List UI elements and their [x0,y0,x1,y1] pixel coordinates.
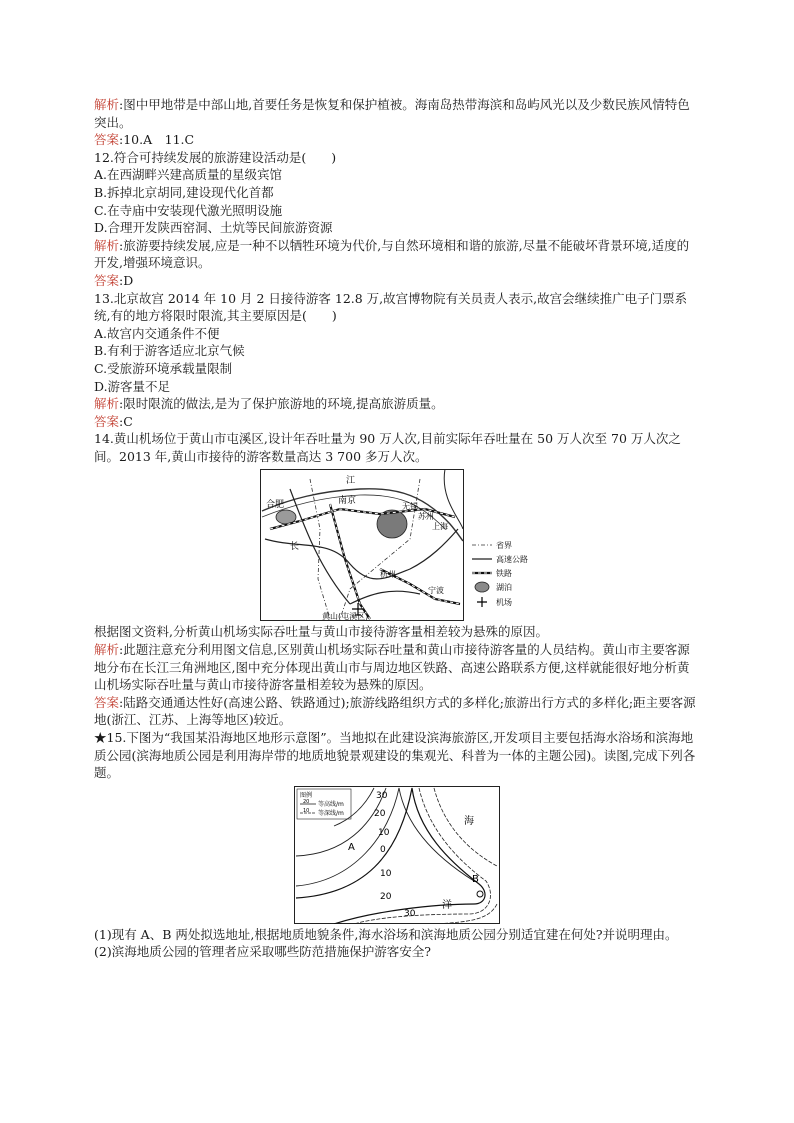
option: B.有利于游客适应北京气候 [94,343,245,359]
option: B.拆掉北京胡同,建设现代化首都 [94,184,274,200]
legend-label: 等高线/m [318,800,344,808]
map-label: 无锡 [402,502,418,512]
map-label: 长 [290,542,300,553]
contour-label: 30 [404,908,416,919]
legend-label: 机场 [496,598,512,608]
answer-14: 答案:陆路交通通达性好(高速公路、铁路通过);旅游线路组织方式的多样化;旅游出行方式的多样化;距主要客源地(浙江、江苏、上海等地区)较近。 [94,694,696,728]
contour-label: 0 [380,844,386,855]
legend-label: 省界 [496,541,512,551]
legend-label: 铁路 [496,569,512,579]
question-13-stem: 13.北京故宫 2014 年 10 月 2 日接待游客 12.8 万,故宫博物院有关员责人表示,故宫会继续推广电子门票系统,有的地方将限时限流,其主要原因是( ) [94,290,688,324]
legend-sample: 10 [303,807,310,814]
question-15-sub2: (2)滨海地质公园的管理者应采取哪些防范措施保护游客安全? [94,944,431,960]
yangtze-delta-map-svg [260,469,464,621]
map-label: 苏州 [418,512,434,522]
option: D.游客量不足 [94,378,171,394]
option: C.在寺庙中安装现代激光照明设施 [94,202,283,218]
map-label: 杭州 [380,570,396,580]
contour-label: 20 [380,891,392,902]
option: C.受旅游环境承载量限制 [94,360,233,376]
map-label: 黄山(屯溪区) [322,612,369,622]
answer-10-11: 答案:10.A 11.C [94,132,195,148]
question-14-task: 根据图文资料,分析黄山机场实际吞吐量与黄山市接待游客量相差较为悬殊的原因。 [94,624,548,640]
contour-label: 10 [378,827,390,838]
answer-label: 答案 [94,694,120,710]
option: A.故宫内交通条件不便 [94,325,220,341]
answer-label: 答案 [94,132,120,148]
yangtze-delta-map [260,469,528,622]
option: D.合理开发陕西窑洞、土炕等民间旅游资源 [94,220,333,236]
map-label: 上海 [432,522,448,532]
coastal-terrain-map [294,786,500,924]
answer-label: 答案 [94,413,120,429]
question-15-stem: ★15.下图为“我国某沿海地区地形示意图”。当地拟在此建设滨海旅游区,开发项目主要包括海水浴场和滨海地质公园(滨海地质公园是利用海岸带的地质地貌景观建设的集观光、科普为一体的主题公园)。读图,完成下列各题。 [94,730,696,781]
answer-13: 答案:C [94,413,133,429]
map-legend [470,537,540,617]
analysis-label: 解析 [94,642,120,658]
analysis-label: 解析 [94,237,120,253]
map-label: 合肥 [266,500,285,511]
coastal-terrain-map-svg [294,786,500,924]
point-label: B [472,873,479,885]
analysis-14: 解析:此题注意充分利用图文信息,区别黄山机场实际吞吐量和黄山市接待游客量的人员结构。黄山市主要客源地分布在长江三角洲地区,图中充分体现出黄山市与周边地区铁路、高速公路联系方便,这样就能很好地分析黄山机场实际吞吐量与黄山市接待游客量相差较为悬殊的原因。 [94,642,690,693]
question-12-stem: 12.符合可持续发展的旅游建设活动是( ) [94,149,337,165]
analysis-10-11: 解析:图中甲地带是中部山地,首要任务是恢复和保护植被。海南岛热带海滨和岛屿风光以及少数民族风情特色突出。 [94,97,690,130]
point-label: A [348,841,355,853]
answer-label: 答案 [94,272,120,288]
star-icon: ★ [94,730,107,746]
answer-12: 答案:D [94,272,134,288]
analysis-13: 解析:限时限流的做法,是为了保护旅游地的环境,提高旅游质量。 [94,396,444,412]
map-label: 南京 [338,496,357,507]
analysis-12: 解析:旅游要持续发展,应是一种不以牺牲环境为代价,与自然环境相和谐的旅游,尽量不能破坏背景环境,适度的开发,增强环境意识。 [94,237,690,271]
legend-title: 图例 [300,791,313,799]
legend-label: 湖泊 [496,583,512,593]
sea-label: 洋 [442,899,452,911]
contour-label: 30 [376,790,388,801]
question-14-stem: 14.黄山机场位于黄山市屯溪区,设计年吞吐量为 90 万人次,目前实际年吞吐量在 50 万人次至 70 万人次之间。2013 年,黄山市接待的游客数量高达 3 700 多万人次。 [94,431,681,464]
legend-label: 等深线/m [318,809,344,817]
legend-sample: 20 [303,798,310,805]
sea-label: 海 [464,815,474,827]
contour-label: 10 [380,868,392,879]
legend-label: 高速公路 [496,555,528,565]
option: A.在西湖畔兴建高质量的星级宾馆 [94,167,283,183]
document-page [94,96,700,961]
map-label: 宁波 [428,586,444,596]
question-15-sub1: (1)现有 A、B 两处拟选地址,根据地质地貌条件,海水浴场和滨海地质公园分别适宜建在何处?并说明理由。 [94,926,678,942]
analysis-label: 解析 [94,97,120,112]
contour-label: 20 [374,808,386,819]
analysis-label: 解析 [94,396,120,412]
map-label: 江 [346,476,356,487]
